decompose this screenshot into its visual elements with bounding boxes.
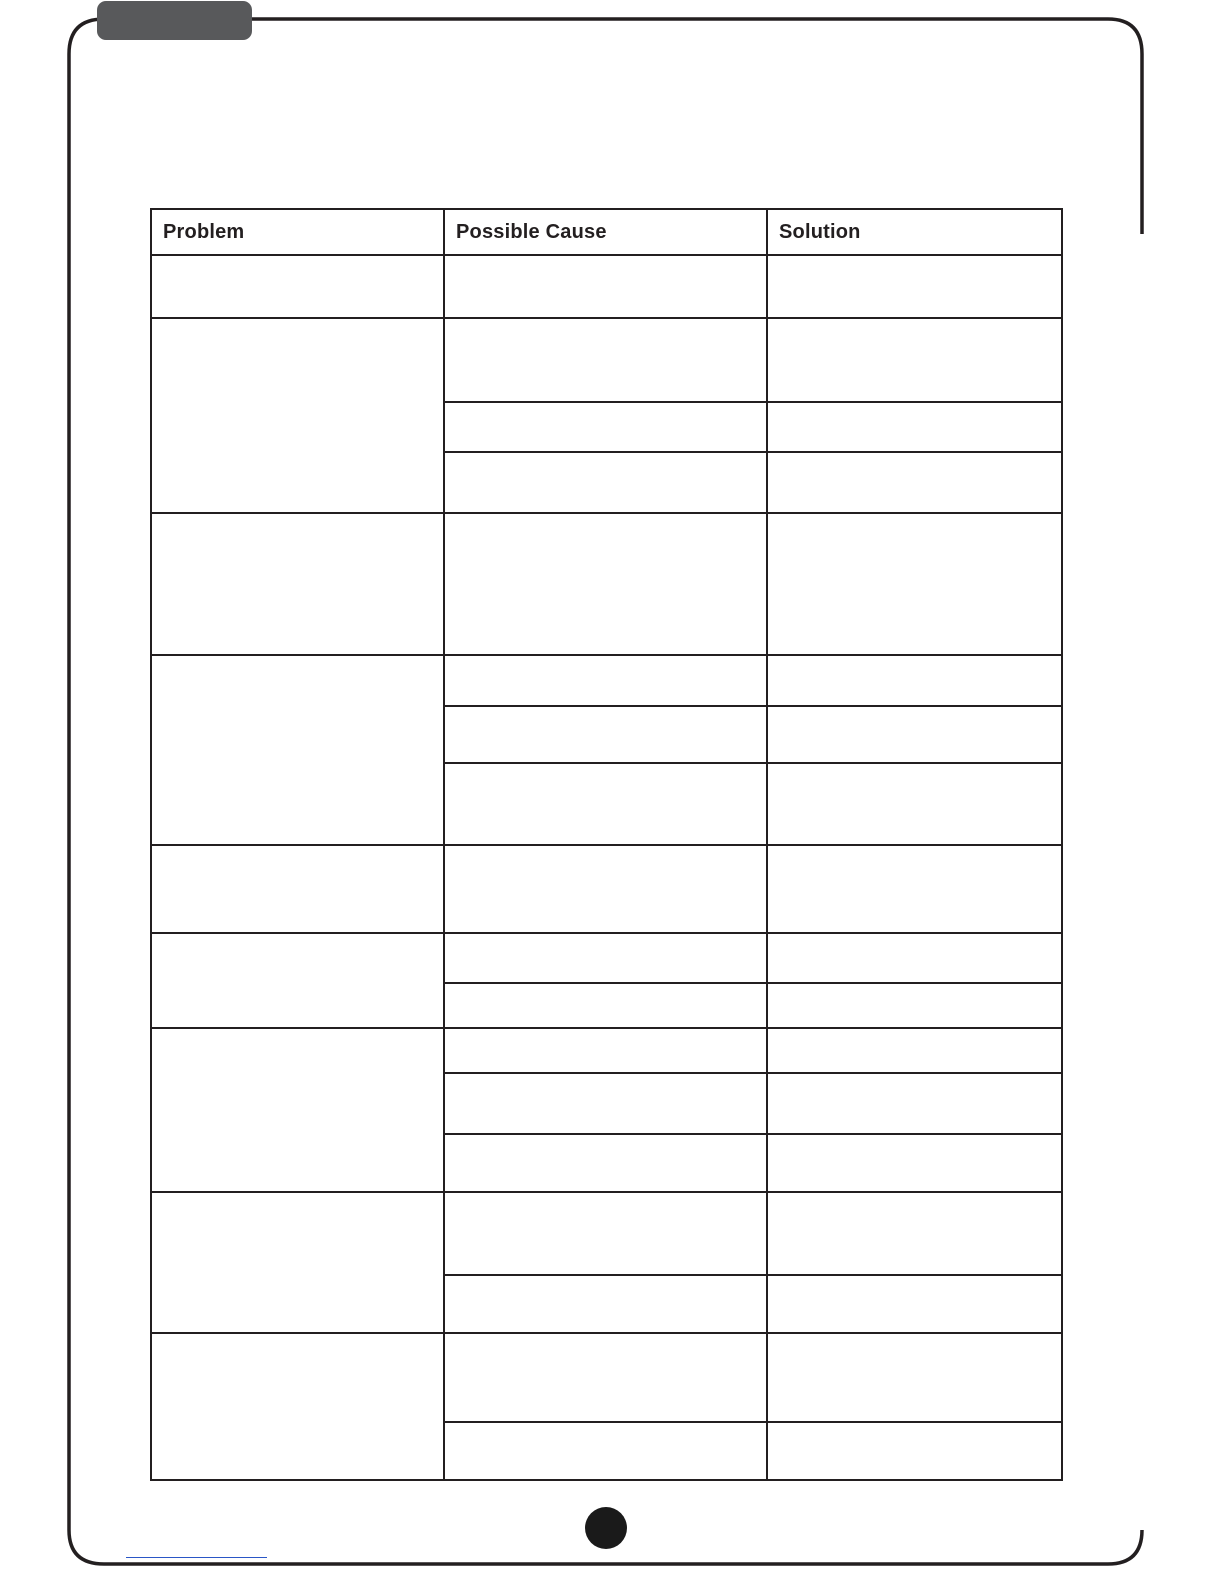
solution-cell — [767, 1275, 1062, 1333]
problem-cell — [151, 845, 444, 933]
table-row — [151, 318, 1062, 402]
problem-cell — [151, 255, 444, 318]
cause-cell — [444, 452, 767, 513]
solution-cell — [767, 763, 1062, 845]
solution-cell — [767, 933, 1062, 983]
cause-cell — [444, 1192, 767, 1275]
cause-cell — [444, 933, 767, 983]
cause-cell — [444, 706, 767, 763]
cause-cell — [444, 318, 767, 402]
solution-cell — [767, 1333, 1062, 1422]
solution-cell — [767, 402, 1062, 452]
problem-cell — [151, 933, 444, 1028]
cause-cell — [444, 1422, 767, 1480]
header-tab — [97, 1, 252, 40]
problem-cell — [151, 1333, 444, 1480]
header-solution: Solution — [767, 209, 1062, 255]
cause-cell — [444, 513, 767, 655]
solution-cell — [767, 318, 1062, 402]
solution-cell — [767, 1073, 1062, 1134]
cause-cell — [444, 255, 767, 318]
problem-cell — [151, 655, 444, 845]
solution-cell — [767, 452, 1062, 513]
cause-cell — [444, 1073, 767, 1134]
solution-cell — [767, 1422, 1062, 1480]
problem-cell — [151, 1028, 444, 1192]
cause-cell — [444, 983, 767, 1028]
cause-cell — [444, 845, 767, 933]
problem-cell — [151, 513, 444, 655]
table-row — [151, 513, 1062, 655]
frame-top-right-edge — [252, 19, 1142, 234]
header-possible-cause: Possible Cause — [444, 209, 767, 255]
cause-cell — [444, 402, 767, 452]
problem-cell — [151, 1192, 444, 1333]
solution-cell — [767, 513, 1062, 655]
cause-cell — [444, 1275, 767, 1333]
table-row — [151, 655, 1062, 706]
footer-link-underline[interactable] — [126, 1557, 267, 1558]
solution-cell — [767, 845, 1062, 933]
page-number-dot — [585, 1507, 627, 1549]
solution-cell — [767, 1028, 1062, 1073]
cause-cell — [444, 763, 767, 845]
table-row — [151, 1192, 1062, 1275]
solution-cell — [767, 655, 1062, 706]
table-header-row — [151, 209, 1062, 255]
solution-cell — [767, 1192, 1062, 1275]
solution-cell — [767, 983, 1062, 1028]
cause-cell — [444, 1134, 767, 1192]
table-row — [151, 933, 1062, 983]
problem-cell — [151, 318, 444, 513]
cause-cell — [444, 655, 767, 706]
solution-cell — [767, 1134, 1062, 1192]
table-row — [151, 255, 1062, 318]
solution-cell — [767, 255, 1062, 318]
header-problem: Problem — [151, 209, 444, 255]
table-row — [151, 1333, 1062, 1422]
table-row — [151, 1028, 1062, 1073]
cause-cell — [444, 1333, 767, 1422]
cause-cell — [444, 1028, 767, 1073]
table-row — [151, 845, 1062, 933]
solution-cell — [767, 706, 1062, 763]
troubleshooting-table — [150, 208, 1063, 1481]
